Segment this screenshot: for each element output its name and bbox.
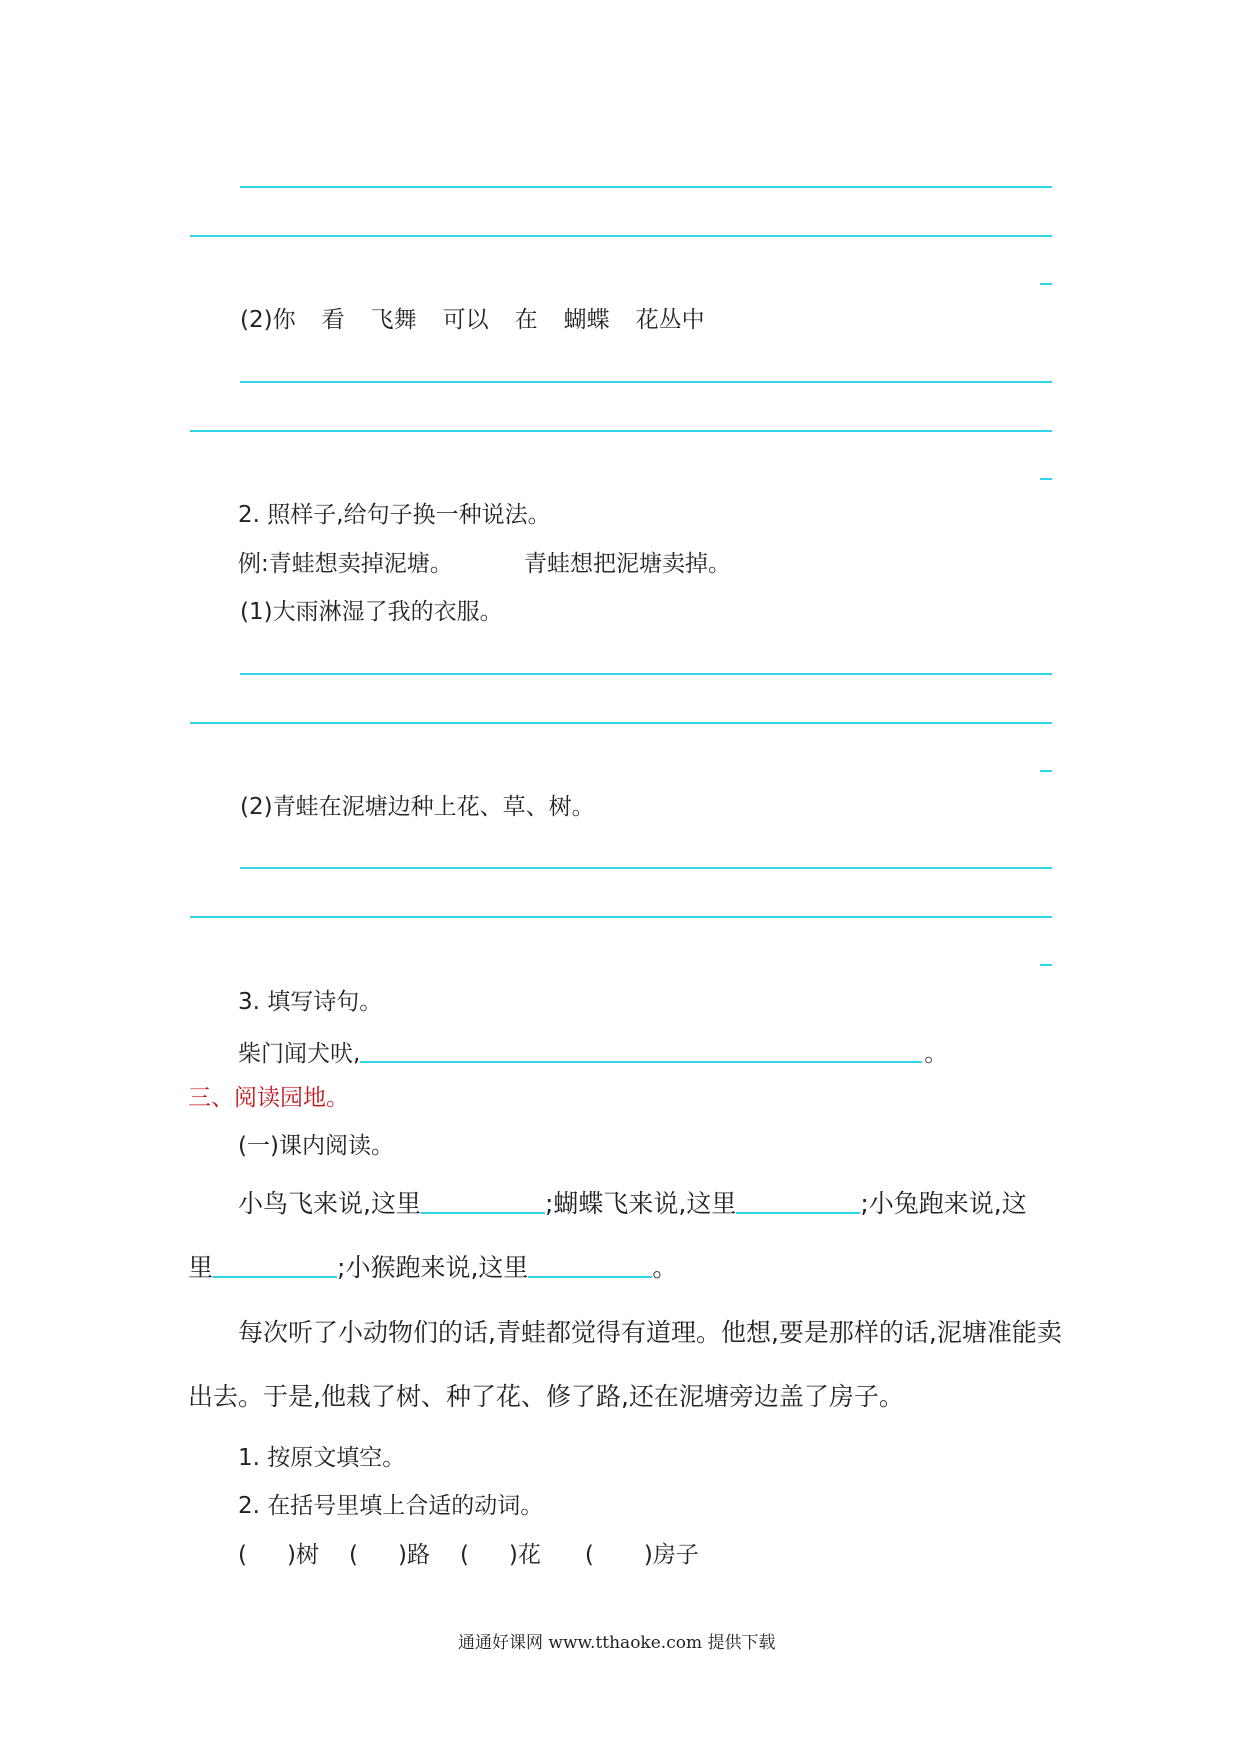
reading-question-2: 2. 在括号里填上合适的动词。 bbox=[238, 1493, 544, 1519]
question-title: 3. 填写诗句。 bbox=[238, 989, 383, 1015]
answer-blank[interactable] bbox=[528, 1250, 652, 1278]
word: 看 bbox=[321, 307, 345, 333]
word: 可以 bbox=[442, 307, 489, 333]
item-number: (2) bbox=[240, 307, 273, 333]
verb-bracket[interactable]: ( )花 bbox=[459, 1542, 541, 1568]
answer-blank[interactable] bbox=[213, 1250, 337, 1278]
word: 在 bbox=[514, 307, 538, 333]
passage-line: 小鸟飞来说,这里 ;蝴蝶飞来说,这里 ;小兔跑来说,这 bbox=[238, 1186, 1027, 1221]
line-end-mark bbox=[1040, 770, 1052, 772]
line-end-mark bbox=[1040, 478, 1052, 480]
section-heading: 三、阅读园地。 bbox=[188, 1085, 349, 1111]
sentence-item-2: (2)青蛙在泥塘边种上花、草、树。 bbox=[240, 794, 595, 820]
poem-prefix: 柴门闻犬吠, bbox=[238, 1041, 361, 1067]
line-end-mark bbox=[1040, 283, 1052, 285]
writing-line bbox=[240, 381, 1052, 383]
poem-fill bbox=[238, 1035, 947, 1069]
sentence-item-1: (1)大雨淋湿了我的衣服。 bbox=[240, 599, 503, 625]
reading-question-1: 1. 按原文填空。 bbox=[238, 1445, 406, 1471]
word: 蝴蝶 bbox=[563, 307, 610, 333]
example-sentence: 例:青蛙想卖掉泥塘。 bbox=[238, 551, 453, 577]
word-order-item-2 bbox=[240, 305, 731, 335]
verb-bracket[interactable]: ( )树 bbox=[238, 1542, 319, 1568]
question-title: 2. 照样子,给句子换一种说法。 bbox=[238, 502, 551, 528]
answer-blank[interactable] bbox=[360, 1035, 922, 1063]
poem-end: 。 bbox=[924, 1041, 948, 1067]
word: 你 bbox=[272, 307, 296, 333]
writing-line bbox=[190, 916, 1052, 918]
passage-line: 里 ;小猴跑来说,这里 。 bbox=[188, 1250, 677, 1285]
writing-line bbox=[190, 430, 1052, 432]
word: 飞舞 bbox=[370, 307, 417, 333]
writing-line bbox=[240, 186, 1052, 188]
verb-bracket[interactable]: ( )路 bbox=[348, 1542, 430, 1568]
writing-line bbox=[190, 235, 1052, 237]
passage-line: 每次听了小动物们的话,青蛙都觉得有道理。他想,要是那样的话,泥塘准能卖 bbox=[238, 1318, 1062, 1347]
section-subheading: (一)课内阅读。 bbox=[238, 1133, 394, 1159]
writing-line bbox=[190, 722, 1052, 724]
answer-blank[interactable] bbox=[421, 1186, 545, 1214]
word: 花丛中 bbox=[635, 307, 705, 333]
verb-bracket[interactable]: ( )房子 bbox=[584, 1542, 699, 1568]
answer-blank[interactable] bbox=[736, 1186, 860, 1214]
example-answer: 青蛙想把泥塘卖掉。 bbox=[524, 551, 731, 577]
line-end-mark bbox=[1040, 964, 1052, 966]
passage-line: 出去。于是,他栽了树、种了花、修了路,还在泥塘旁边盖了房子。 bbox=[188, 1382, 904, 1411]
verb-brackets-row bbox=[238, 1540, 729, 1570]
writing-line bbox=[240, 867, 1052, 869]
page-footer: 通通好课网 www.tthaoke.com 提供下载 bbox=[458, 1633, 776, 1653]
writing-line bbox=[240, 673, 1052, 675]
